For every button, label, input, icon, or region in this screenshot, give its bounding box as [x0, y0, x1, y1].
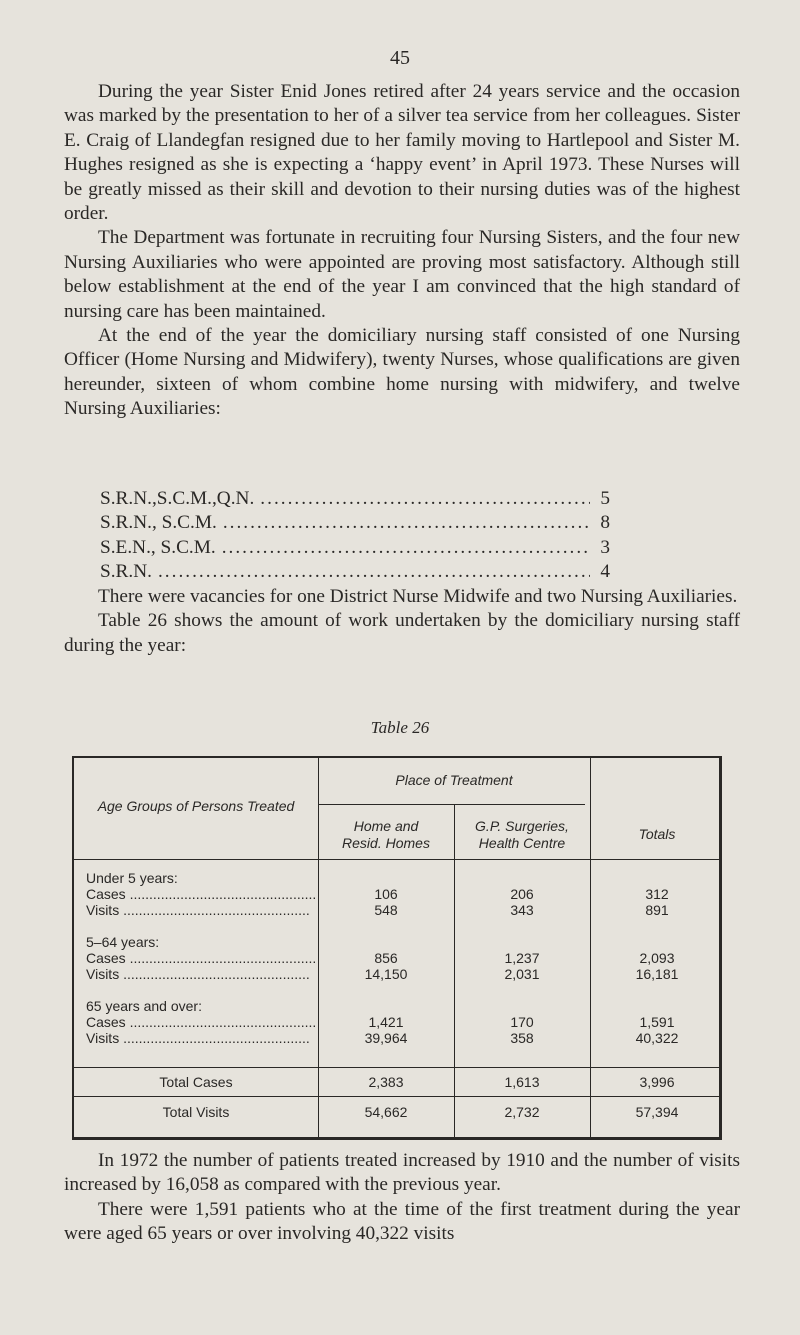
row-rule: [74, 1096, 719, 1097]
page-number: 45: [390, 47, 410, 69]
body-text-top: [64, 80, 740, 422]
data-table: [72, 756, 722, 1140]
qualification-count: 5: [600, 488, 610, 509]
value-home: 39,964: [364, 1030, 408, 1046]
dot-leader: [126, 886, 316, 902]
value-home: 54,662: [364, 1104, 408, 1120]
group-title: Under 5 years:: [86, 870, 178, 886]
value-total: 57,394: [635, 1104, 679, 1120]
row-label: Cases: [86, 950, 126, 966]
body-text-middle: [64, 585, 740, 658]
paragraph: During the year Sister Enid Jones retired after 24 years service and the occasion was marked by the presentation to her of a silver tea service from her colleagues. Sister E. Craig of Llandegfan resigned due to her family moving to Hartlepool and Sister M. Hughes resigned as she is expecting a ‘happy event’ in April 1973. These Nurses will be greatly missed as their skill and devotion to their nursing duties was of the highest order.: [64, 81, 740, 225]
header-place-of-treatment: Place of Treatment: [395, 772, 513, 788]
qualification-row: [100, 560, 610, 584]
value-total: 312: [645, 886, 669, 902]
body-text-bottom: [64, 1149, 740, 1247]
value-total: 2,093: [639, 950, 675, 966]
row-label: Cases: [86, 1014, 126, 1030]
age-group-65-plus: [86, 998, 316, 1046]
value-home: 14,150: [364, 966, 408, 982]
value-total: 16,181: [635, 966, 679, 982]
header-home: Home and Resid. Homes: [342, 818, 430, 851]
value-gp: 1,613: [504, 1074, 540, 1090]
dot-leader: [119, 1030, 310, 1046]
header-rule: [74, 859, 719, 860]
qualification-row: [100, 536, 610, 560]
header-totals: Totals: [638, 826, 676, 842]
age-group-under-5: [86, 870, 316, 918]
row-label: Visits: [86, 966, 120, 982]
qualification-label: S.R.N.: [100, 561, 152, 583]
dot-leader: [126, 950, 316, 966]
header-gp: G.P. Surgeries, Health Centre: [475, 818, 569, 851]
value-gp: 1,237: [504, 950, 540, 966]
age-group-5-64: [86, 934, 316, 982]
value-home: 2,383: [368, 1074, 404, 1090]
paragraph: The Department was fortunate in recruiting four Nursing Sisters, and the four new Nursing Auxiliaries who were appointed are proving most satisfactory. Although still below establishment at the end of the year I am convinced that the high standard of nursing care has been maintained.: [64, 227, 740, 322]
paragraph: Table 26 shows the amount of work undertaken by the domiciliary nursing staff during the year:: [64, 610, 740, 656]
row-label: Visits: [86, 1030, 120, 1046]
qualification-label: S.R.N.,S.C.M.,Q.N.: [100, 488, 255, 509]
paragraph: In 1972 the number of patients treated increased by 1910 and the number of visits increased by 16,058 as compared with the previous year.: [64, 1150, 740, 1196]
dot-leader: [223, 511, 590, 535]
row-label: Visits: [86, 902, 120, 918]
total-cases-label: Total Cases: [159, 1074, 233, 1090]
value-total: 3,996: [639, 1074, 675, 1090]
value-gp: 170: [510, 1014, 534, 1030]
dot-leader: [260, 487, 590, 511]
value-home: 856: [374, 950, 398, 966]
group-title: 65 years and over:: [86, 998, 202, 1014]
group-title: 5–64 years:: [86, 934, 160, 950]
table-caption: Table 26: [370, 718, 430, 737]
value-home: 1,421: [368, 1014, 404, 1030]
dot-leader: [126, 1014, 316, 1030]
value-home: 548: [374, 902, 398, 918]
paragraph: At the end of the year the domiciliary nursing staff consisted of one Nursing Officer (Home Nursing and Midwifery), twenty Nurses, whose qualifications are given hereunder, sixteen of whom combine home nursing with midwifery, and twelve Nursing Auxiliaries:: [64, 325, 740, 420]
value-gp: 2,031: [504, 966, 540, 982]
dot-leader: [119, 902, 310, 918]
dot-leader: [119, 966, 310, 982]
value-total: 891: [645, 902, 669, 918]
row-label: Cases: [86, 886, 126, 902]
value-total: 40,322: [635, 1030, 679, 1046]
value-gp: 206: [510, 886, 534, 902]
value-home: 106: [374, 886, 398, 902]
total-visits-label: Total Visits: [162, 1104, 230, 1120]
value-total: 1,591: [639, 1014, 675, 1030]
row-rule: [74, 1067, 719, 1068]
paragraph: There were 1,591 patients who at the time of the first treatment during the year were aged 65 years or over involving 40,322 visits: [64, 1198, 740, 1245]
header-age-groups: Age Groups of Persons Treated: [97, 798, 295, 814]
header-rule: [318, 804, 585, 805]
qualification-count: 4: [600, 561, 610, 583]
paragraph: There were vacancies for one District Nurse Midwife and two Nursing Auxiliaries.: [98, 586, 738, 607]
dot-leader: [222, 536, 590, 560]
value-gp: 343: [510, 902, 534, 918]
dot-leader: [158, 560, 590, 584]
value-gp: 2,732: [504, 1104, 540, 1120]
value-gp: 358: [510, 1030, 534, 1046]
qualification-label: S.R.N., S.C.M.: [100, 512, 217, 534]
qualification-label: S.E.N., S.C.M.: [100, 536, 216, 558]
qualifications-list: [100, 487, 610, 585]
qualification-count: 8: [600, 512, 610, 534]
qualification-count: 3: [600, 536, 610, 558]
qualification-row: [100, 511, 610, 535]
qualification-row: [100, 487, 610, 511]
